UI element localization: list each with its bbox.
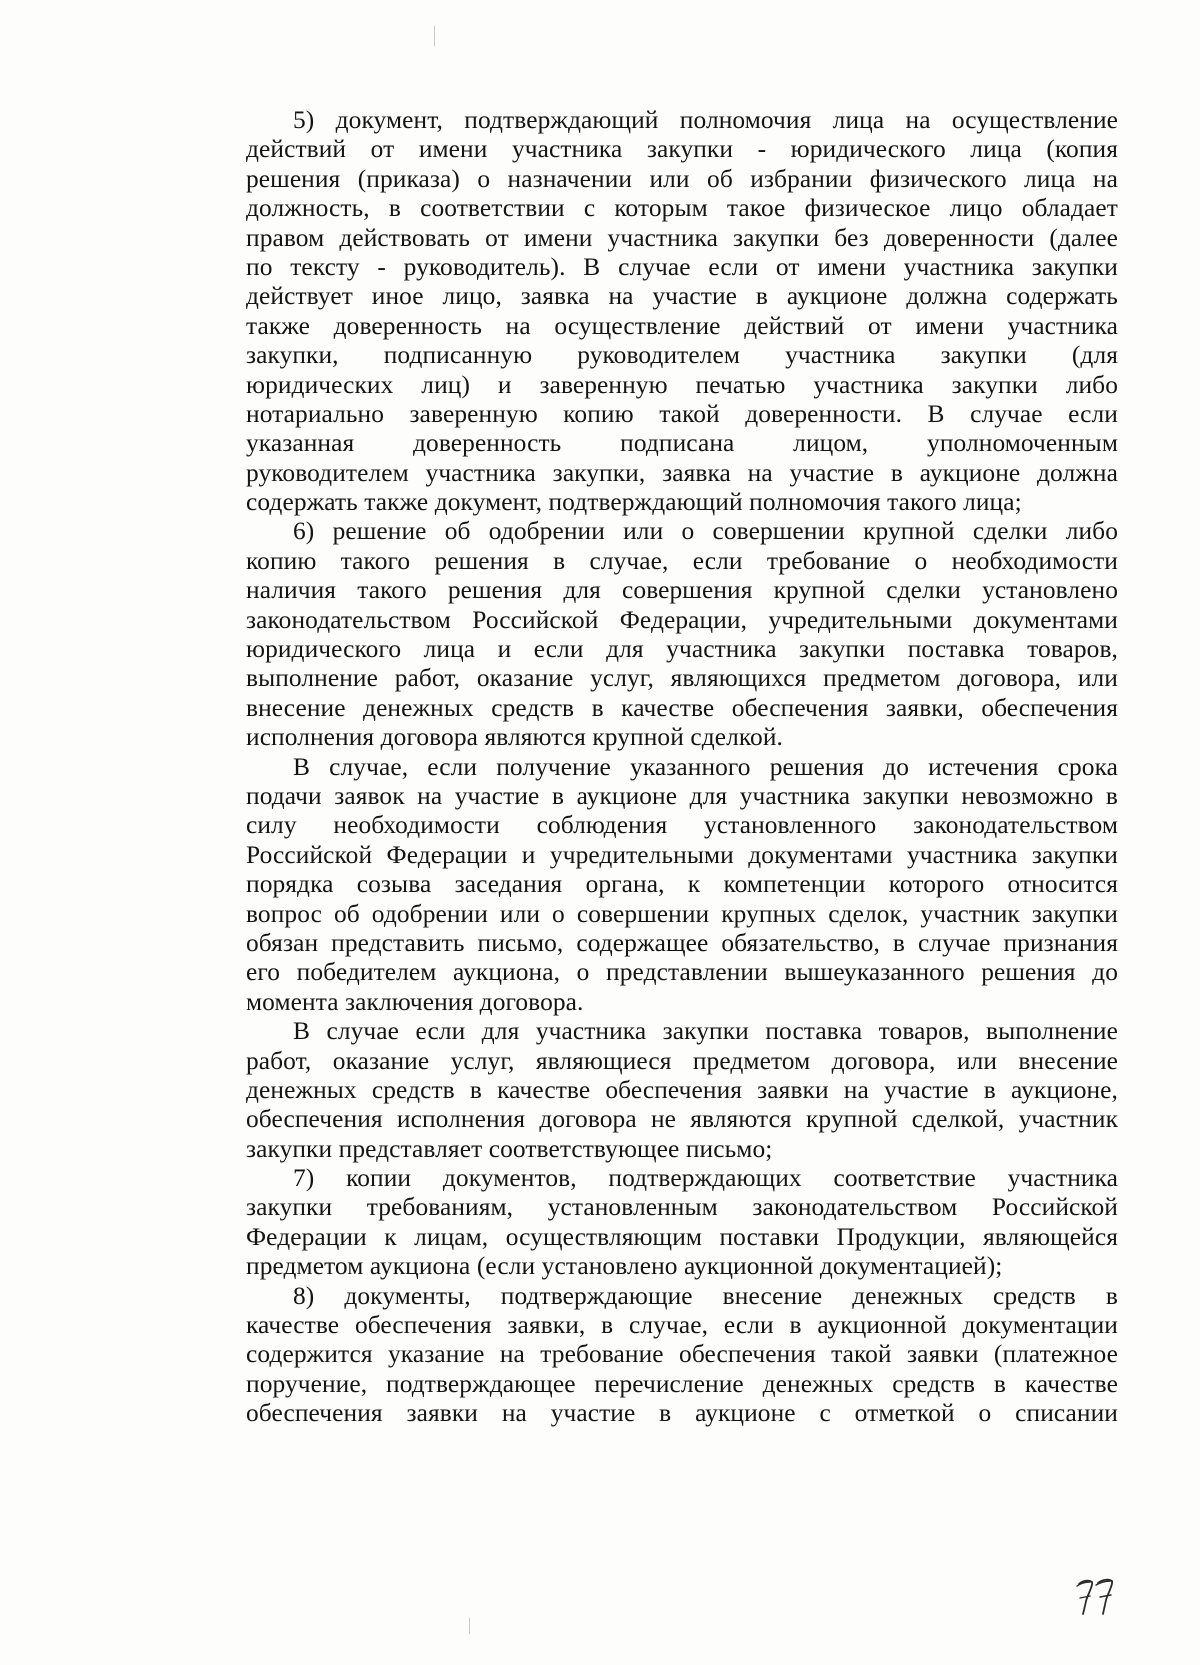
text-line: силу необходимости соблюдения установленного законодательством (246, 811, 1118, 840)
document-body (246, 106, 1118, 1429)
scan-artifact (469, 1618, 470, 1634)
text-line: порядка созыва заседания органа, к компетенции которого относится (246, 870, 1118, 899)
text-line: также доверенность на осуществление действий от имени участника (246, 311, 1118, 340)
text-line: нотариально заверенную копию такой доверенности. В случае если (246, 399, 1118, 428)
text-line: 6) решение об одобрении или о совершении крупной сделки либо (293, 517, 1118, 546)
text-line: юридического лица и если для участника закупки поставка товаров, (246, 635, 1118, 664)
text-line: Федерации к лицам, осуществляющим поставки Продукции, являющейся (246, 1222, 1118, 1251)
text-line: момента заключения договора. (246, 987, 584, 1016)
text-line: обеспечения исполнения договора не являются крупной сделкой, участник (246, 1105, 1118, 1134)
text-line: денежных средств в качестве обеспечения заявки на участие в аукционе, (246, 1075, 1118, 1104)
text-line: качестве обеспечения заявки, в случае, если в аукционной документации (246, 1311, 1118, 1340)
text-line: наличия такого решения для совершения крупной сделки установлено (246, 576, 1118, 605)
text-line: 5) документ, подтверждающий полномочия лица на осуществление (293, 106, 1118, 134)
text-line: вопрос об одобрении или о совершении крупных сделок, участник закупки (246, 899, 1118, 928)
text-line: содержать также документ, подтверждающий полномочия такого лица; (246, 488, 1022, 517)
text-line: закупки, подписанную руководителем участника закупки (для (246, 341, 1118, 370)
text-line: внесение денежных средств в качестве обеспечения заявки, обеспечения (246, 693, 1118, 722)
text-line: законодательством Российской Федерации, учредительными документами (246, 605, 1118, 634)
text-line: закупки представляет соответствующее письмо; (246, 1134, 773, 1163)
text-line: В случае, если получение указанного решения до истечения срока (293, 752, 1118, 781)
text-line: обязан представить письмо, содержащее обязательство, в случае признания (246, 928, 1118, 957)
text-line: 8) документы, подтверждающие внесение денежных средств в (293, 1281, 1118, 1310)
text-line: правом действовать от имени участника закупки без доверенности (далее (246, 223, 1118, 252)
text-line: выполнение работ, оказание услуг, являющихся предметом договора, или (246, 664, 1118, 693)
text-line: закупки требованиям, установленным законодательством Российской (246, 1193, 1118, 1222)
scan-artifact (434, 26, 435, 46)
text-line: работ, оказание услуг, являющиеся предметом договора, или внесение (246, 1046, 1118, 1075)
text-line: копию такого решения в случае, если требование о необходимости (246, 546, 1118, 575)
text-line: В случае если для участника закупки поставка товаров, выполнение (293, 1017, 1118, 1046)
text-line: должность, в соответствии с которым такое физическое лицо обладает (246, 194, 1118, 223)
text-line: по тексту - руководитель). В случае если от имени участника закупки (246, 252, 1118, 281)
handwritten-page-number (1075, 1574, 1119, 1616)
text-line: содержится указание на требование обеспечения такой заявки (платежное (246, 1340, 1118, 1369)
text-line: обеспечения заявки на участие в аукционе с отметкой о списании (246, 1399, 1118, 1428)
text-line: решения (приказа) о назначении или об избрании физического лица на (246, 164, 1118, 193)
text-line: юридических лиц) и заверенную печатью участника закупки либо (246, 370, 1118, 399)
text-line: действует иное лицо, заявка на участие в аукционе должна содержать (246, 282, 1118, 311)
text-line: предметом аукциона (если установлено аукционной документацией); (246, 1252, 1003, 1281)
text-line: действий от имени участника закупки - юридического лица (копия (246, 135, 1118, 164)
text-line: указанная доверенность подписана лицом, уполномоченным (246, 429, 1118, 458)
text-line: 7) копии документов, подтверждающих соответствие участника (293, 1164, 1118, 1193)
text-line: Российской Федерации и учредительными документами участника закупки (246, 840, 1118, 869)
text-line: поручение, подтверждающее перечисление денежных средств в качестве (246, 1369, 1118, 1398)
text-line: его победителем аукциона, о представлении вышеуказанного решения до (246, 958, 1118, 987)
text-line: исполнения договора являются крупной сделкой. (246, 723, 783, 752)
text-line: руководителем участника закупки, заявка на участие в аукционе должна (246, 458, 1118, 487)
text-line: подачи заявок на участие в аукционе для участника закупки невозможно в (246, 781, 1118, 810)
